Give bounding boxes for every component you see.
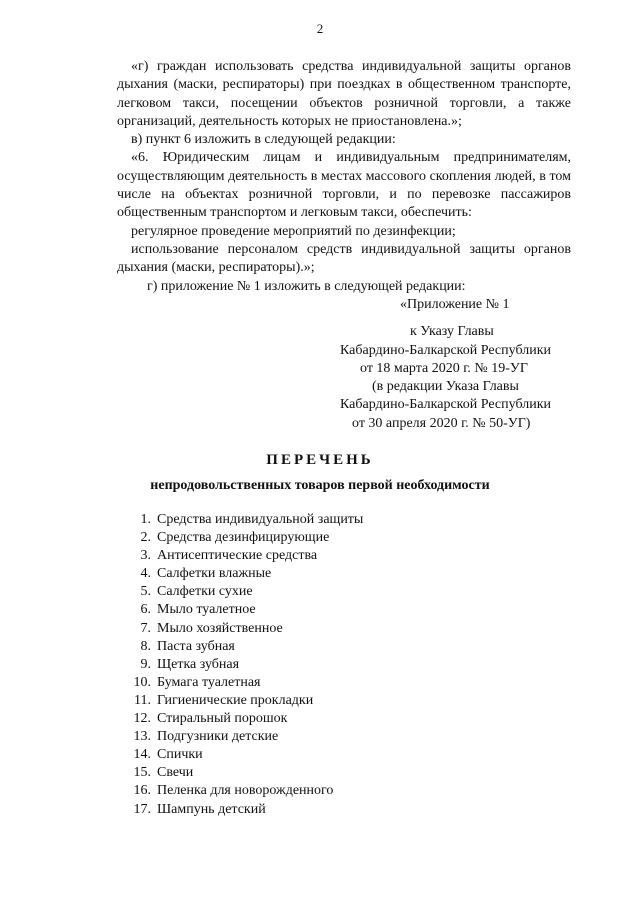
appendix-line: от 30 апреля 2020 г. № 50-УГ) [352, 415, 531, 431]
goods-item-name: Шампунь детский [157, 801, 266, 817]
appendix-line: (в редакции Указа Главы [372, 379, 519, 395]
goods-item [125, 692, 363, 710]
goods-item-number: 9. [140, 656, 151, 672]
goods-item-name: Антисептические средства [157, 548, 318, 564]
goods-item-number: 14. [133, 747, 151, 763]
paragraph-v-point-6: в) пункт 6 изложить в следующей редакции: [131, 132, 396, 148]
goods-item-number: 3. [140, 548, 151, 564]
goods-item [125, 601, 363, 619]
page-number: 2 [316, 21, 324, 36]
goods-item-number: 4. [140, 566, 151, 582]
goods-item-name: Щетка зубная [157, 656, 240, 672]
goods-item-name: Свечи [157, 765, 194, 781]
goods-item-name: Стиральный порошок [157, 711, 288, 727]
goods-item-number: 17. [133, 801, 151, 817]
list-title: ПЕРЕЧЕНЬ [266, 452, 374, 468]
goods-item-number: 12. [133, 711, 151, 727]
goods-item-name: Паста зубная [157, 638, 235, 654]
paragraph-point-6-text: «6. Юридическим лицам и индивидуальным предпринимателям, осуществляющим деятельность в местах массового скопления людей, в том числе на объектах розничной торговли, и по перевозке пассажиров общественным транспортом и легковым такси, обеспечить: [117, 150, 571, 221]
goods-item-number: 6. [140, 602, 151, 618]
goods-item-name: Гигиенические прокладки [157, 692, 314, 708]
goods-list [125, 511, 363, 819]
appendix-line: к Указу Главы [410, 324, 494, 340]
paragraph-g-appendix: г) приложение № 1 изложить в следующей редакции: [147, 278, 466, 294]
goods-item-number: 16. [133, 783, 151, 799]
decree-text [117, 58, 571, 296]
appendix-line: от 18 марта 2020 г. № 19-УГ [360, 360, 528, 376]
goods-item-name: Мыло туалетное [157, 602, 256, 618]
goods-item-number: 10. [133, 674, 151, 690]
goods-item-name: Спички [157, 747, 203, 763]
goods-item-number: 11. [134, 692, 151, 708]
goods-item-name: Салфетки влажные [157, 566, 272, 582]
goods-item-number: 5. [140, 584, 151, 600]
goods-item [125, 511, 363, 529]
goods-item [125, 565, 363, 583]
goods-item [125, 638, 363, 656]
goods-item [125, 529, 363, 547]
goods-item-name: Средства дезинфицирующие [157, 530, 330, 546]
goods-item-name: Пеленка для новорожденного [157, 783, 334, 799]
goods-item [125, 583, 363, 601]
goods-item [125, 746, 363, 764]
goods-item [125, 782, 363, 800]
goods-item [125, 728, 363, 746]
goods-item [125, 620, 363, 638]
list-subtitle: непродовольственных товаров первой необходимости [150, 478, 490, 493]
goods-item-name: Салфетки сухие [157, 584, 253, 600]
goods-item [125, 547, 363, 565]
paragraph-g-citizens: «г) граждан использовать средства индивидуальной защиты органов дыхания (маски, респираторы) при поездках в общественном транспорте, легковом такси, посещении объектов розничной торговли, а также организаций, деятельность которых не приостановлена.»; [117, 59, 571, 129]
appendix-line: Кабардино-Балкарской Республики [340, 397, 551, 413]
goods-item [125, 674, 363, 692]
goods-item-name: Средства индивидуальной защиты [157, 512, 364, 527]
appendix-header [340, 296, 580, 433]
appendix-line: Кабардино-Балкарской Республики [340, 342, 551, 358]
goods-item-number: 8. [140, 638, 151, 654]
goods-item-number: 2. [140, 530, 151, 546]
goods-item-number: 13. [133, 729, 151, 745]
paragraph-disinfection: регулярное проведение мероприятий по дезинфекции; [131, 223, 456, 239]
appendix-line: «Приложение № 1 [400, 297, 510, 312]
paragraph-masks: использование персоналом средств индивидуальной защиты органов дыхания (маски, респираторы).»; [117, 241, 571, 276]
goods-item [125, 656, 363, 674]
goods-item [125, 764, 363, 782]
goods-item-number: 15. [133, 765, 151, 781]
goods-item-name: Мыло хозяйственное [157, 620, 283, 636]
goods-item-number: 1. [140, 512, 151, 527]
goods-item [125, 710, 363, 728]
goods-item [125, 801, 363, 819]
goods-item-name: Подгузники детские [157, 729, 279, 745]
goods-item-name: Бумага туалетная [157, 674, 261, 690]
goods-item-number: 7. [140, 620, 151, 636]
